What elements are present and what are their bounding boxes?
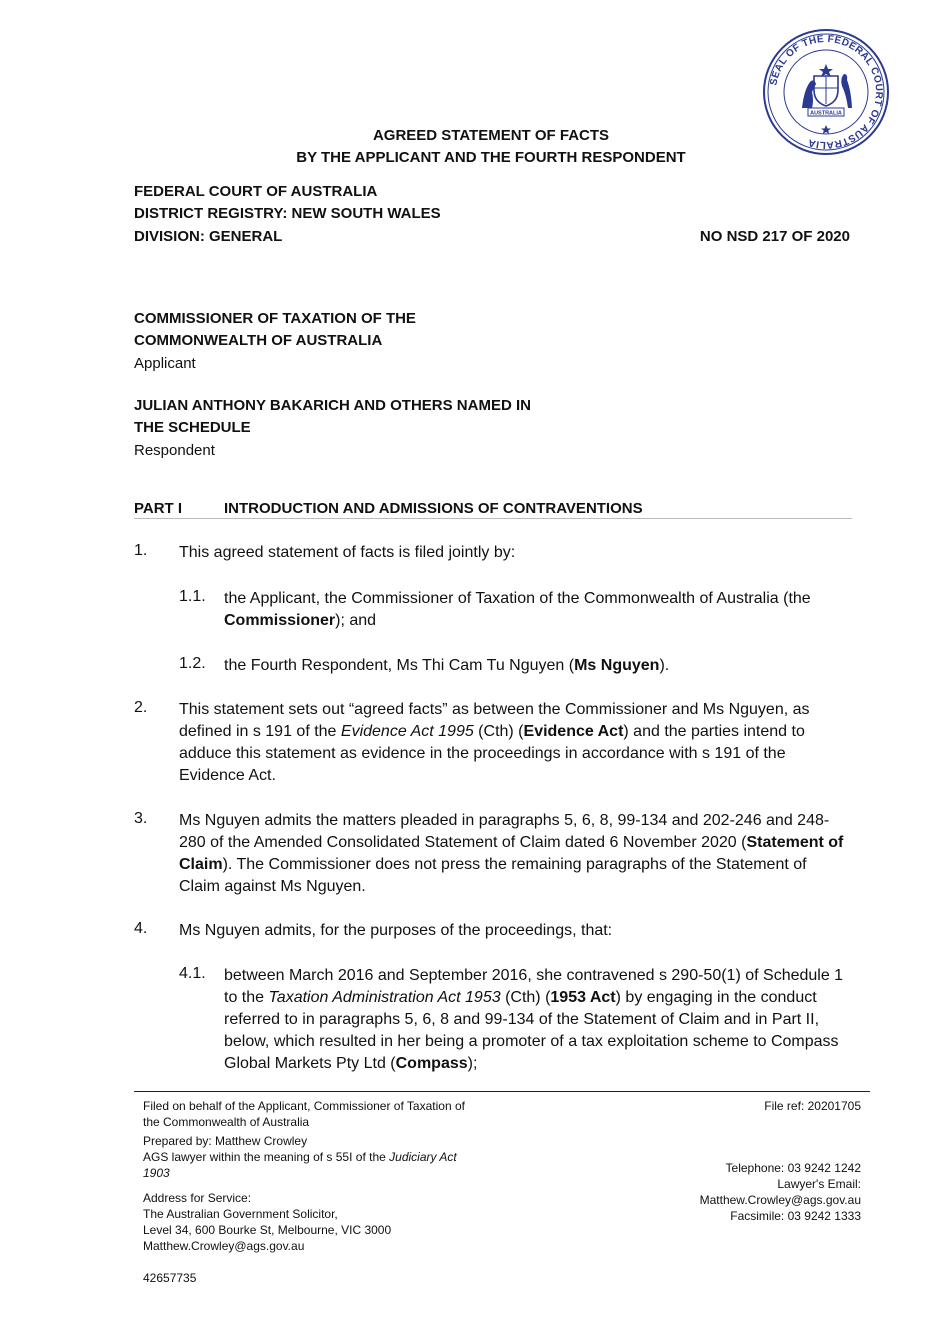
applicant-name-line-1: COMMISSIONER OF TAXATION OF THE xyxy=(134,310,416,327)
respondent-name-line-1: JULIAN ANTHONY BAKARICH AND OTHERS NAMED IN xyxy=(134,397,531,414)
footer-filed-on-behalf: Filed on behalf of the Applicant, Commissioner of Taxation of the Commonwealth of Australia xyxy=(143,1099,465,1129)
footer-contact xyxy=(700,1160,861,1224)
district-registry: DISTRICT REGISTRY: NEW SOUTH WALES xyxy=(134,205,441,222)
subparagraph-4-1-text: between March 2016 and September 2016, she contravened s 290-50(1) of Schedule 1 to the Taxation Administration Act 1953 (Cth) (1953 Act) by engaging in the conduct referred to in paragraphs 5, 6, 8 and 99-134 of the Statement of Claim and in Part II, below, which resulted in her being a promoter of a tax exploitation scheme to Compass Global Markets Pty Ltd (Compass); xyxy=(224,967,844,1072)
applicant-role: Applicant xyxy=(134,355,196,372)
paragraph-3-text: Ms Nguyen admits the matters pleaded in paragraphs 5, 6, 8, 99-134 and 202-246 and 248-280 of the Amended Consolidated Statement of Claim dated 6 November 2020 (Statement of Claim). The Commissioner does not press the remaining paragraphs of the Statement of Claim against Ms Nguyen. xyxy=(179,812,844,895)
paragraph-4-text: Ms Nguyen admits, for the purposes of the proceedings, that: xyxy=(179,922,613,939)
subparagraph-number: 1.1. xyxy=(179,588,206,605)
footer-prepared-by: Prepared by: Matthew Crowley AGS lawyer within the meaning of s 55I of the Judiciary Act 1903 xyxy=(143,1134,457,1180)
lawyer-email-link[interactable]: Matthew.Crowley@ags.gov.au xyxy=(699,1193,861,1207)
address-email-link[interactable]: Matthew.Crowley@ags.gov.au xyxy=(143,1239,305,1253)
subparagraph-number: 4.1. xyxy=(179,965,206,982)
footer-address-for-service: Address for Service: The Australian Government Solicitor, Level 34, 600 Bourke St, Melbourne, VIC 3000 Matthew.Crowley@ags.gov.au xyxy=(143,1190,503,1254)
paragraph-number: 1. xyxy=(134,542,148,559)
paragraph-number: 4. xyxy=(134,920,148,937)
subparagraph-number: 1.2. xyxy=(179,655,206,672)
case-number: NO NSD 217 OF 2020 xyxy=(699,228,850,245)
paragraph-number: 3. xyxy=(134,810,148,827)
telephone: Telephone: 03 9242 1242 xyxy=(725,1161,861,1175)
subparagraph-1-1-text: the Applicant, the Commissioner of Taxation of the Commonwealth of Australia (the Commissioner); and xyxy=(224,590,811,629)
paragraph-2-text: This statement sets out “agreed facts” as between the Commissioner and Ms Nguyen, as defined in s 191 of the Evidence Act 1995 (Cth) (Evidence Act) and the parties intend to adduce this statement as evidence in the proceedings in accordance with s 191 of the Evidence Act. xyxy=(179,701,810,784)
lawyer-email-label: Lawyer's Email: xyxy=(777,1177,861,1191)
document-title-line-2: BY THE APPLICANT AND THE FOURTH RESPONDENT xyxy=(296,149,686,166)
respondent-name-line-2: THE SCHEDULE xyxy=(134,419,251,436)
footer-file-ref: File ref: 20201705 xyxy=(764,1099,861,1113)
footer-rule xyxy=(134,1091,870,1092)
court-name: FEDERAL COURT OF AUSTRALIA xyxy=(134,183,378,200)
seal-banner-text: AUSTRALIA xyxy=(810,110,842,117)
division: DIVISION: GENERAL xyxy=(134,228,283,245)
facsimile: Facsimile: 03 9242 1333 xyxy=(730,1209,861,1223)
part-heading: INTRODUCTION AND ADMISSIONS OF CONTRAVENTIONS xyxy=(224,500,643,517)
applicant-name-line-2: COMMONWEALTH OF AUSTRALIA xyxy=(134,332,383,349)
part-heading-rule xyxy=(134,518,852,519)
part-label: PART I xyxy=(134,500,183,517)
paragraph-number: 2. xyxy=(134,699,148,716)
subparagraph-1-2-text: the Fourth Respondent, Ms Thi Cam Tu Nguyen (Ms Nguyen). xyxy=(224,657,670,674)
paragraph-1-text: This agreed statement of facts is filed jointly by: xyxy=(179,544,516,561)
document-title-line-1: AGREED STATEMENT OF FACTS xyxy=(372,127,610,144)
respondent-role: Respondent xyxy=(134,442,215,459)
document-id: 42657735 xyxy=(143,1271,197,1285)
seal-ring-text: SEAL OF THE FEDERAL COURT OF AUSTRALIA xyxy=(768,33,885,151)
